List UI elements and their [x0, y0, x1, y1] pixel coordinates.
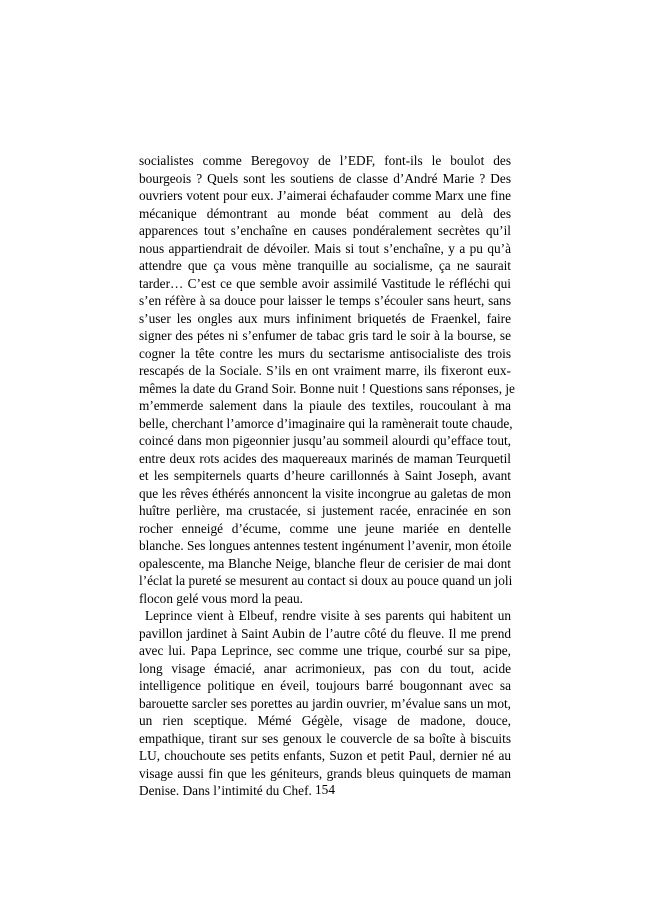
text-line: rescapés de la Sociale. S’ils en ont vraiment marre, ils fixeront eux- [139, 363, 511, 378]
text-line: avec lui. Papa Leprince, sec comme une trique, courbé sur sa pipe, [139, 643, 511, 658]
page-number: 154 [315, 782, 335, 797]
text-line: mêmes la date du Grand Soir. Bonne nuit ! Questions sans réponses, je [139, 380, 515, 396]
text-line: Denise. Dans l’intimité du Chef. [139, 783, 312, 798]
text-line: entre deux rots acides des maquereaux marinés de maman Teurquetil [139, 450, 511, 466]
text-line: visage aussi fin que les géniteurs, grands bleus quinquets de maman [139, 765, 511, 781]
text-line: flocon gelé vous mord la peau. [139, 590, 303, 606]
text-line: rocher enneigé d’écume, comme une jeune mariée en dentelle [139, 520, 511, 536]
body-text [139, 152, 515, 800]
text-line: nous appartiendrait de dévoiler. Mais si tout s’enchaîne, y a pu qu’à [139, 240, 511, 256]
text-line: mécanique démontrant au monde béat comment au delà des [139, 205, 511, 221]
text-line: bourgeois ? Quels sont les soutiens de classe d’André Marie ? Des [139, 170, 511, 186]
text-line: socialistes comme Beregovoy de l’EDF, font-ils le boulot des [139, 153, 511, 168]
paragraph-2 [139, 607, 511, 800]
text-line: signer des pétes ni s’enfumer de tabac gris tard le soir à la bourse, se [139, 328, 511, 343]
text-line: tarder… C’est ce que semble avoir assimilé Vastitude le réfléchi qui [139, 275, 511, 291]
text-line: blanche. Ses longues antennes testent ingénument l’avenir, mon étoile [139, 538, 512, 553]
text-line: intelligence politique en éveil, toujours barré bougonnant avec sa [139, 678, 511, 693]
text-line: ouvriers votent pour eux. J’aimerai échafauder comme Marx une fine [139, 188, 511, 203]
text-line: s’en réfère à sa douce pour laisser le temps s’écouler sans heurt, sans [139, 293, 511, 308]
text-line: Leprince vient à Elbeuf, rendre visite à ses parents qui habitent un [145, 608, 511, 623]
text-line: belle, cherchant l’amorce d’imaginaire qui la ramènerait toute chaude, [139, 415, 513, 431]
text-line: cogner la tête contre les murs du sectarisme antisocialiste des trois [139, 345, 511, 361]
text-line: attendre que ça vous mène tranquille au socialisme, ça ne saurait [139, 258, 511, 273]
text-line: s’user les ongles aux murs infiniment briquetés de Fraenkel, faire [139, 310, 511, 326]
text-line: coincé dans mon pigeonnier jusqu’au sommeil alourdi qu’efface tout, [139, 433, 511, 448]
text-line: un rien sceptique. Mémé Gégèle, visage de madone, douce, [139, 713, 511, 728]
text-line: huître perlière, ma crustacée, si justement racée, enracinée en son [139, 503, 511, 518]
text-line: barouette sarcler ses porettes au jardin ouvrier, m’évalue sans un mot, [139, 695, 511, 711]
text-line: LU, chouchoute ses petits enfants, Suzon et petit Paul, dernier né au [139, 748, 511, 763]
text-line: et les sempiternels quarts d’heure carillonnés à Saint Joseph, avant [139, 468, 511, 483]
text-line: opalescente, ma Blanche Neige, blanche fleur de cerisier de mai dont [139, 555, 511, 571]
text-line: apparences tout s’enchaîne en causes pondéralement secrètes qu’il [139, 223, 511, 238]
text-line: que les rêves éthérés annoncent la visite incongrue au galetas de mon [139, 485, 511, 501]
text-line: m’emmerde salement dans la piaule des textiles, roucoulant à ma [139, 398, 511, 413]
text-line: long visage émacié, anar acrimonieux, pas con du tout, acide [139, 660, 511, 676]
text-line: empathique, tirant sur ses genoux le couvercle de sa boîte à biscuits [139, 730, 511, 746]
text-line: pavillon jardinet à Saint Aubin de l’autre côté du fleuve. Il me prend [139, 625, 511, 641]
paragraph-1 [139, 152, 515, 607]
text-line: l’éclat la pureté se mesurent au contact si doux au pouce quand un joli [139, 573, 513, 588]
